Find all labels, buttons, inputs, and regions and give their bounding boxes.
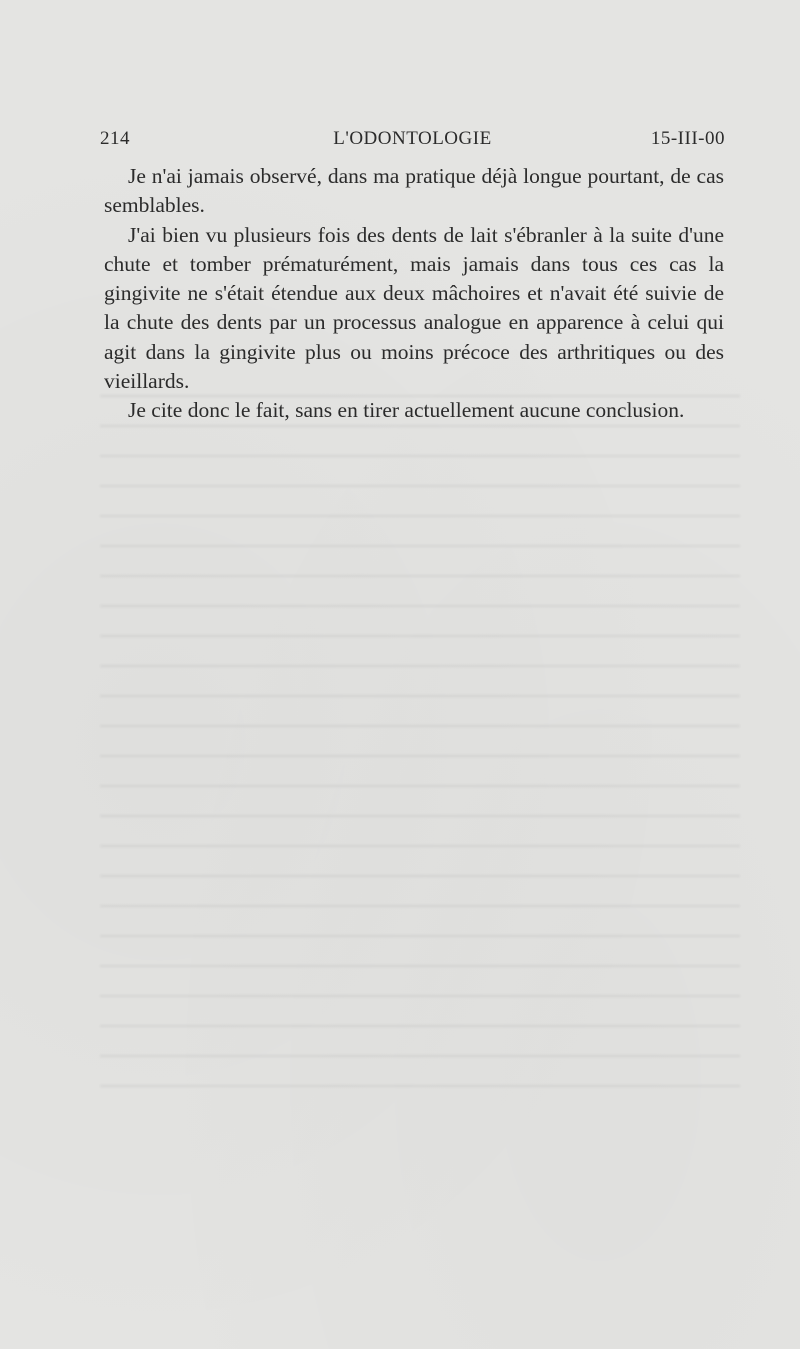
show-through-text [100,395,740,1115]
paragraph: Je n'ai jamais observé, dans ma pratique déjà longue pourtant, de cas semblables. [104,164,724,218]
page-header [100,128,725,158]
paragraph: J'ai bien vu plusieurs fois des dents de lait s'ébranler à la suite d'une chute et tomber prématurément, mais jamais dans tous ces cas la gingivite ne s'était étendue aux deux mâchoires et n'avait été suivie de la chute des dents par un processus analogue en apparence à celui qui agit dans la gingivite plus ou moins précoce des arthritiques ou des vieillards. [104,222,724,394]
paragraph: Je cite donc le fait, sans en tirer actuellement aucune conclusion. [128,398,685,423]
body-text [104,162,724,426]
issue-date: 15-III-00 [650,128,725,149]
running-title: L'ODONTOLOGIE [333,128,492,149]
page-number: 214 [100,128,130,149]
